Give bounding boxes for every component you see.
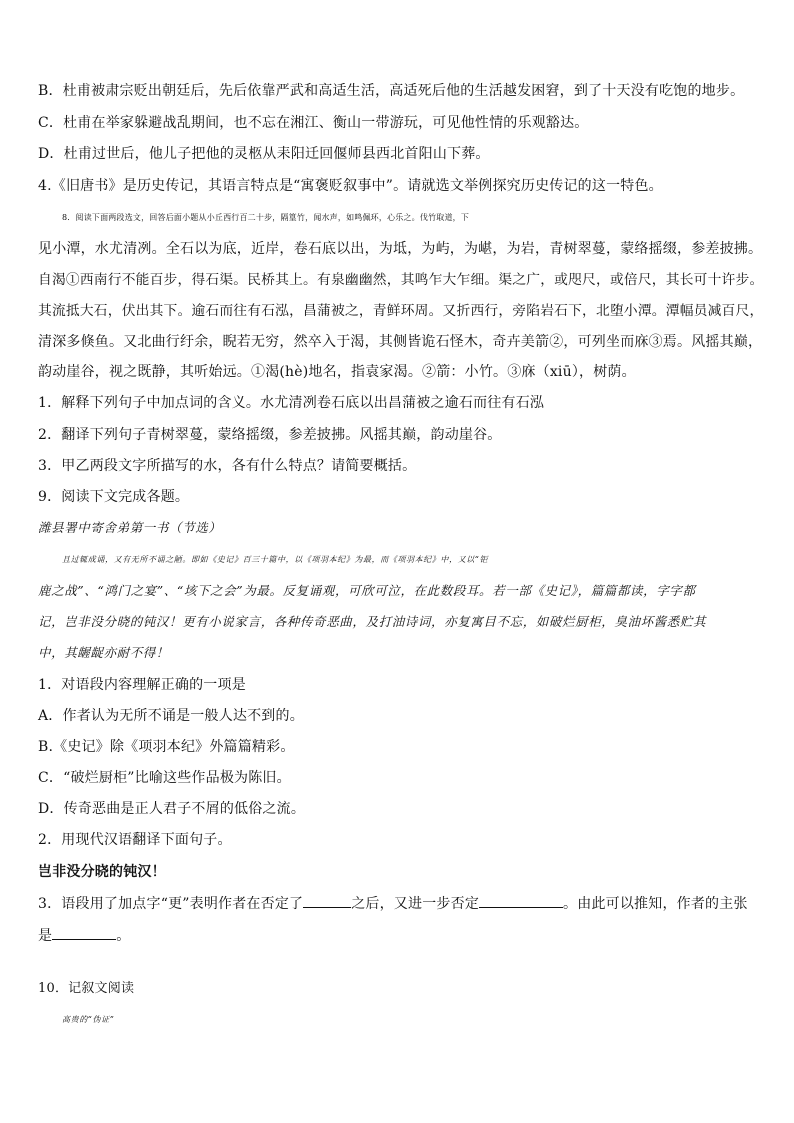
q10-title: 高贵的“伪证” <box>62 1015 115 1024</box>
q9-passage-line-1: 且过辄成诵，又有无所不诵之陋。即如《史记》百三十篇中，以《项羽本纪》为最，而《项羽本纪》中，又以“钜 <box>62 555 489 564</box>
q9-option-c: C．“破烂厨柜”比喻这些作品极为陈旧。 <box>38 770 291 786</box>
question-4: 4.《旧唐书》是历史传记，其语言特点是“寓褒贬叙事中”。请就选文举例探究历史传记的这一特色。 <box>38 178 663 194</box>
q8-subquestion-1: 1．解释下列句子中加点词的含义。水尤清冽卷石底以出昌蒲被之逾石而往有石泓 <box>38 395 545 411</box>
q9-option-b: B.《史记》除《项羽本纪》外篇篇精彩。 <box>38 739 295 755</box>
q8-passage-line-1: 8．阅读下面两段选文，回答后面小题从小丘西行百二十步，隔篁竹，闻水声，如鸣佩环，心乐之。伐竹取道，下 <box>62 213 470 222</box>
q9-passage-line-4: 中，其龌龊亦耐不得！ <box>38 645 170 660</box>
q3-option-d: D．杜甫过世后，他儿子把他的灵柩从耒阳迁回偃师县西北首阳山下葬。 <box>38 146 490 162</box>
q9-passage-line-3: 记，岂非没分晓的钝汉！更有小说家言，各种传奇恶曲，及打油诗词，亦复寓目不忘，如破烂厨柜，臭油坏酱悉贮其 <box>38 614 707 629</box>
q10-heading: 10．记叙文阅读 <box>38 981 135 996</box>
q8-passage-line-3: 自渴①西南行不能百步，得石渠。民桥其上。有泉幽幽然，其鸣乍大乍细。渠之广，或咫尺，或倍尺，其长可十许步。 <box>38 272 764 288</box>
q8-passage-line-4: 其流抵大石，伏出其下。逾石而往有石泓，昌蒲被之，青鲜环周。又折西行，旁陷岩石下，北堕小潭。潭幅员减百尺， <box>38 303 764 319</box>
q9-sub3-text-b: 之后，又进一步否定 <box>351 896 480 912</box>
q9-sub3-text-e: 。 <box>116 928 131 944</box>
q8-subquestion-3: 3．甲乙两段文字所描写的水，各有什么特点？请简要概括。 <box>38 458 417 474</box>
answer-blank-3[interactable] <box>52 925 116 940</box>
q8-passage-line-5: 清深多倏鱼。又北曲行纡余，睨若无穷，然卒入于渴，其侧皆诡石怪木，奇卉美箭②，可列坐而庥③焉。风摇其巅， <box>38 334 763 350</box>
q9-option-a: A．作者认为无所不诵是一般人达不到的。 <box>38 708 304 724</box>
q9-subquestion-3 <box>38 893 763 914</box>
q9-passage-title: 潍县署中寄舍弟第一书（节选） <box>38 520 222 535</box>
q9-translate-sentence: 岂非没分晓的钝汉！ <box>38 864 166 880</box>
q9-option-d: D．传奇恶曲是正人君子不屑的低俗之流。 <box>38 801 306 817</box>
q8-subquestion-2: 2．翻译下列句子青树翠蔓，蒙络摇缀，参差披拂。风摇其巅，韵动崖谷。 <box>38 427 502 443</box>
answer-blank-2[interactable] <box>479 893 563 908</box>
q3-option-b: B．杜甫被肃宗贬出朝廷后，先后依靠严武和高适生活，高适死后他的生活越发困窘，到了十天没有吃饱的地步。 <box>38 83 745 99</box>
answer-blank-1[interactable] <box>303 893 351 908</box>
q9-intro: 9．阅读下文完成各题。 <box>38 489 190 505</box>
q9-sub3-text-c: 。由此可以推知，作者的主张 <box>563 896 748 912</box>
q9-sub3-text-a: 3．语段用了加点字“更”表明作者在否定了 <box>38 896 304 912</box>
q8-passage-line-6: 韵动崖谷，视之既静，其听始远。①渴(hè)地名，指袁家渴。②箭：小竹。③庥（xiū），树荫。 <box>38 364 636 380</box>
q8-passage-line-2: 见小潭，水尤清冽。全石以为底，近岸，卷石底以出，为坻，为屿，为嵁，为岩，青树翠蔓，蒙络摇缀，参差披拂。 <box>38 241 763 257</box>
q9-subquestion-1: 1．对语段内容理解正确的一项是 <box>38 677 246 693</box>
q9-subquestion-3-cont <box>38 925 763 946</box>
q9-passage-line-2: 鹿之战”、“鸿门之宴”、“垓下之会”为最。反复诵观，可欣可泣，在此数段耳。若一部《史记》，篇篇都读，字字都 <box>38 583 696 598</box>
q3-option-c: C．杜甫在举家躲避战乱期间，也不忘在湘江、衡山一带游玩，可见他性情的乐观豁达。 <box>38 115 589 131</box>
q9-subquestion-2: 2．用现代汉语翻译下面句子。 <box>38 832 232 848</box>
q9-sub3-text-d: 是 <box>38 928 53 944</box>
